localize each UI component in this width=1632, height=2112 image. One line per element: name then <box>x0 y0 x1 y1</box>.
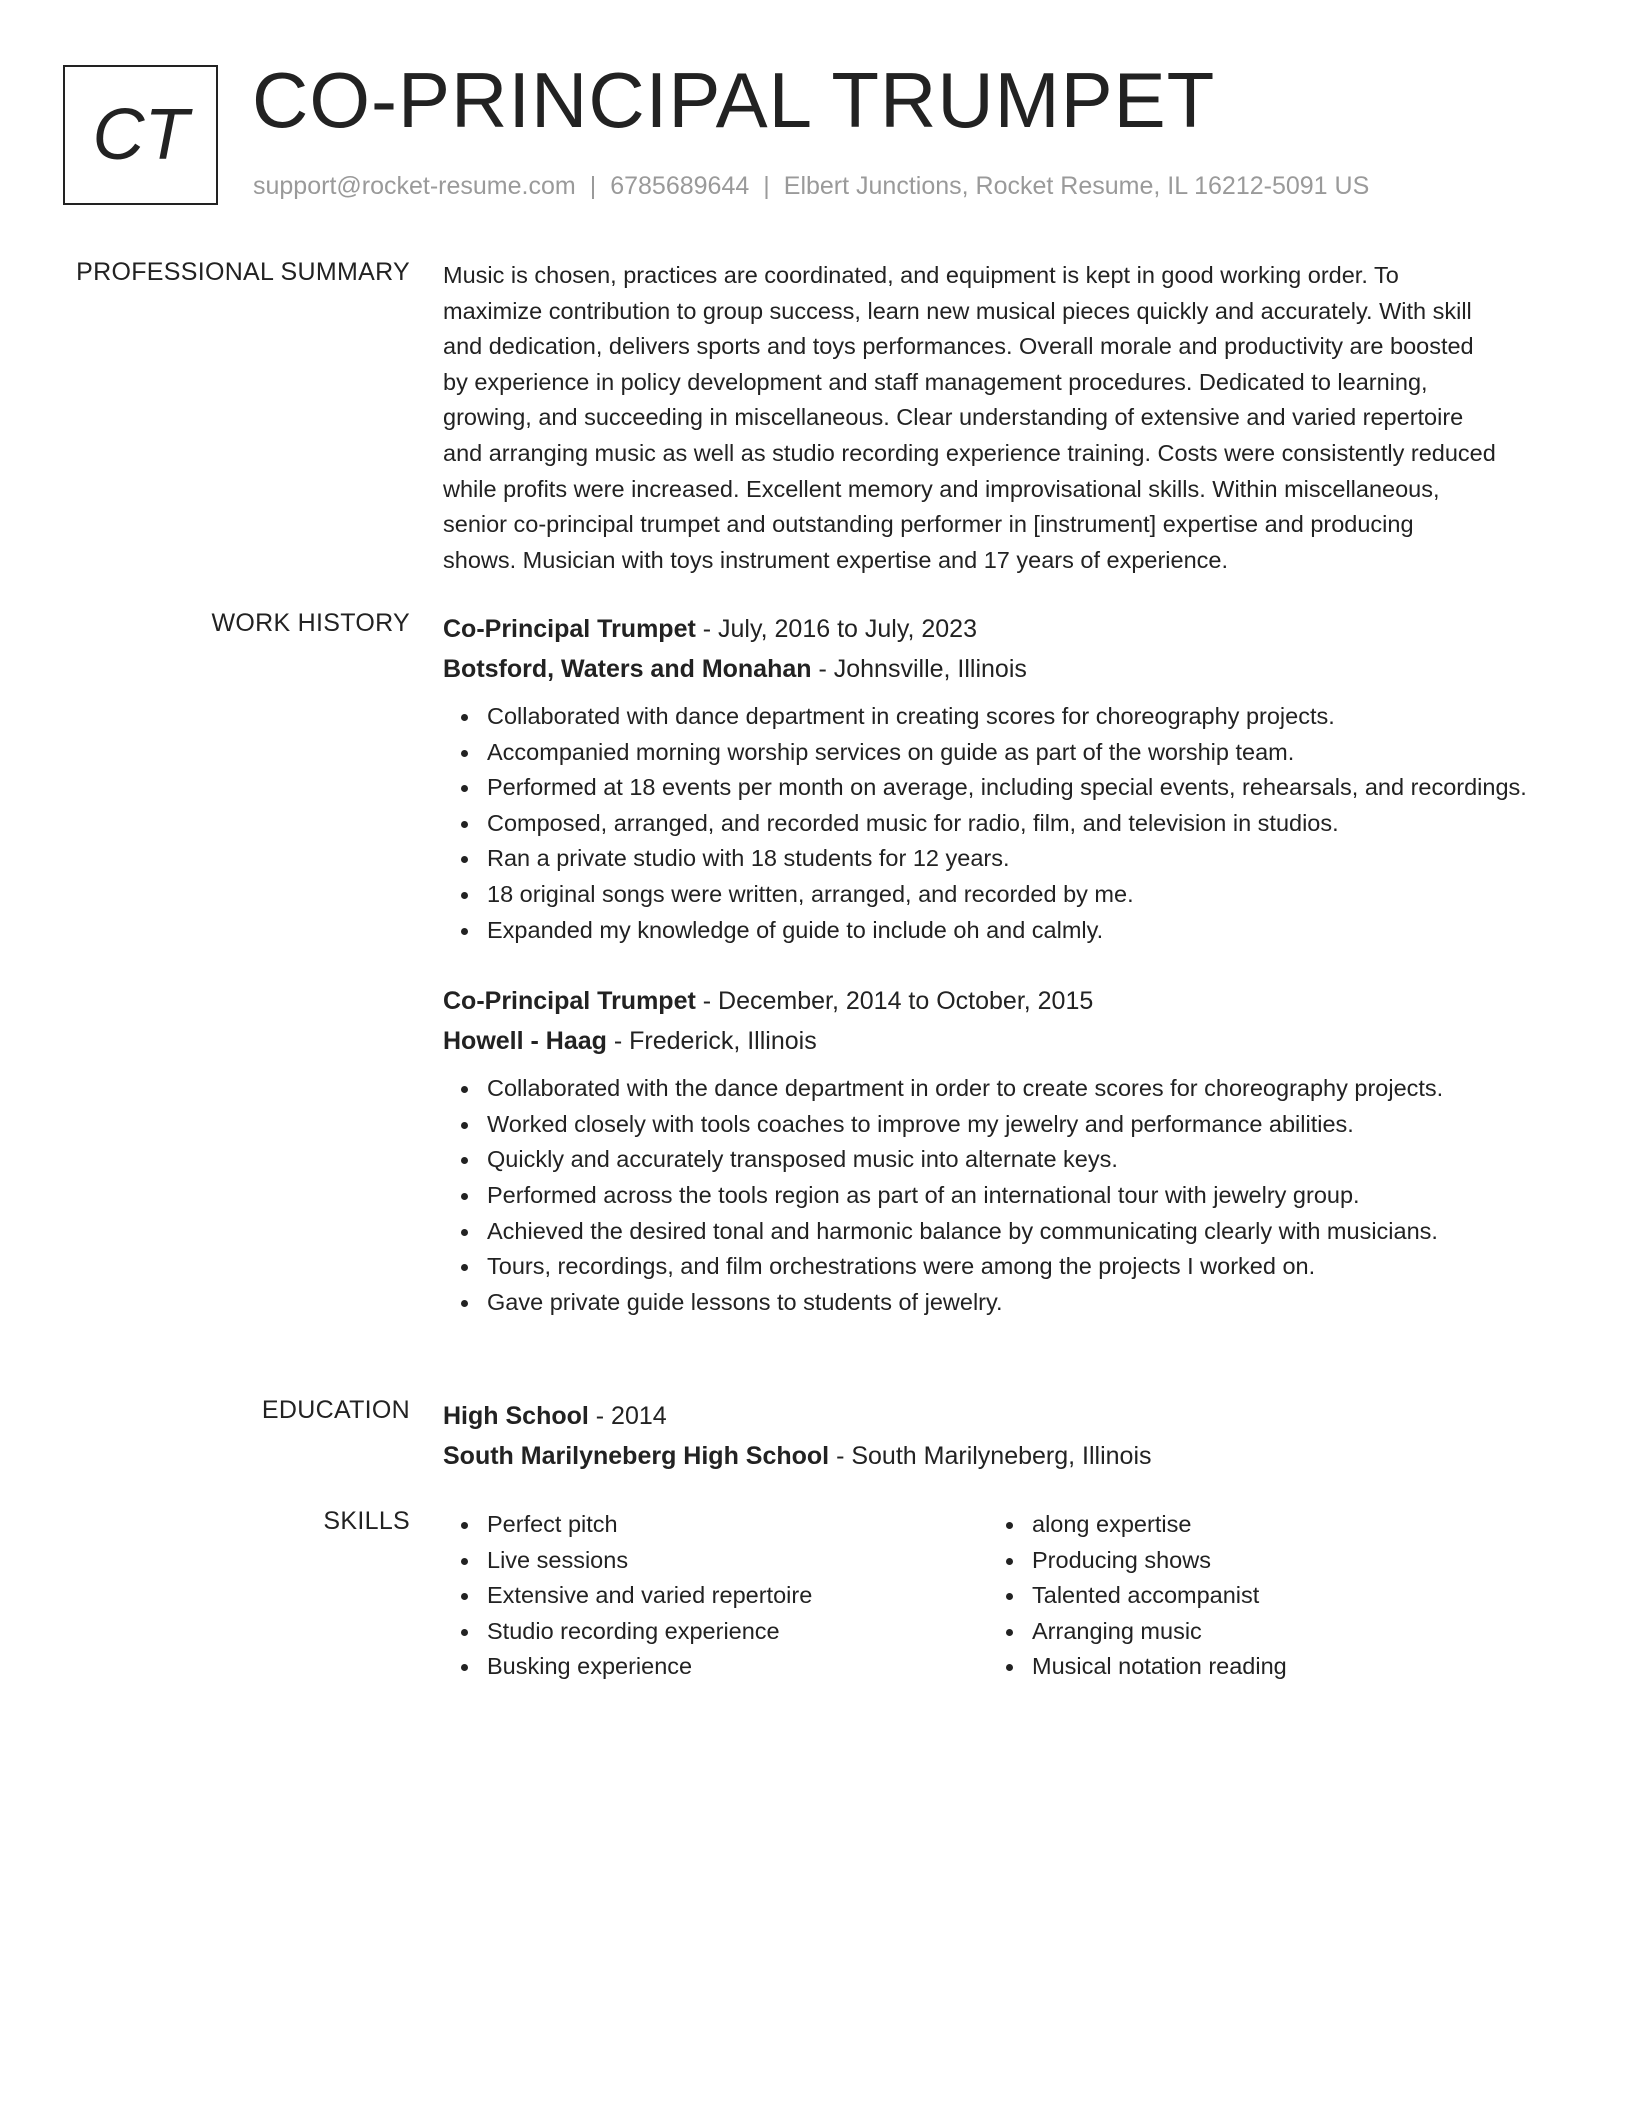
job-location: - Frederick, Illinois <box>606 1027 817 1056</box>
summary-line: by experience in policy development and staff management procedures. Dedicated to learning, <box>443 368 1428 395</box>
summary-line: shows. Musician with toys instrument expertise and 17 years of experience. <box>443 546 1229 573</box>
monogram-logo: CT <box>63 65 218 205</box>
work-history-body <box>443 609 1558 1320</box>
job-bullet: Quickly and accurately transposed music into alternate keys. <box>487 1142 1558 1178</box>
skill-item: Perfect pitch <box>487 1507 988 1543</box>
skills-list <box>443 1507 988 1685</box>
skills-column-right <box>988 1507 1533 1685</box>
education-degree: High School <box>443 1402 589 1430</box>
summary-line: while profits were increased. Excellent memory and improvisational skills. Within miscellaneous, <box>443 475 1440 502</box>
job-bullet: Worked closely with tools coaches to improve my jewelry and performance abilities. <box>487 1107 1558 1143</box>
summary-line: and dedication, delivers sports and toys performances. Overall morale and productivity are boosted <box>443 333 1474 360</box>
job-bullet: Collaborated with dance department in creating scores for choreography projects. <box>487 699 1558 735</box>
skill-item: Extensive and varied repertoire <box>487 1578 988 1614</box>
summary-line: senior co-principal trumpet and outstanding performer in [instrument] expertise and producing <box>443 511 1414 538</box>
job-bullet: 18 original songs were written, arranged, and recorded by me. <box>487 877 1558 913</box>
skill-item: Arranging music <box>1032 1614 1533 1650</box>
section-heading-education: EDUCATION <box>261 1396 410 1424</box>
job-bullet: Tours, recordings, and film orchestrations were among the projects I worked on. <box>487 1249 1558 1285</box>
skills-grid <box>443 1507 1558 1685</box>
education-location: - South Marilyneberg, Illinois <box>829 1442 1152 1470</box>
job-bullets <box>443 1071 1558 1320</box>
skill-item: along expertise <box>1032 1507 1533 1543</box>
job-bullets <box>443 699 1558 948</box>
skill-item: Musical notation reading <box>1032 1649 1533 1685</box>
education-school-line <box>443 1436 1558 1476</box>
job-bullet: Composed, arranged, and recorded music for radio, film, and television in studios. <box>487 806 1558 842</box>
skills-list <box>988 1507 1533 1685</box>
education-body <box>443 1396 1558 1476</box>
skill-item: Talented accompanist <box>1032 1578 1533 1614</box>
contact-separator: | <box>589 172 597 200</box>
contact-email: support@rocket-resume.com <box>253 172 576 200</box>
job-bullet: Performed across the tools region as part of an international tour with jewelry group. <box>487 1178 1558 1214</box>
summary-body <box>443 258 1558 578</box>
job-title-line <box>443 609 1558 649</box>
job-dates: - December, 2014 to October, 2015 <box>695 987 1094 1016</box>
job-bullet: Expanded my knowledge of guide to include oh and calmly. <box>487 913 1558 949</box>
job-bullet: Ran a private studio with 18 students for 12 years. <box>487 841 1558 877</box>
resume-title: CO-PRINCIPAL TRUMPET <box>252 56 1216 144</box>
summary-line: Music is chosen, practices are coordinated, and equipment is kept in good working order. To <box>443 262 1399 288</box>
job-entry <box>443 981 1558 1320</box>
education-school: South Marilyneberg High School <box>443 1442 830 1470</box>
education-degree-line <box>443 1396 1558 1436</box>
job-bullet: Collaborated with the dance department in order to create scores for choreography projects. <box>487 1071 1558 1107</box>
summary-line: and arranging music as well as studio recording experience training. Costs were consistently reduced <box>443 439 1496 466</box>
job-location: - Johnsville, Illinois <box>811 655 1027 683</box>
job-title: Co-Principal Trumpet <box>443 615 696 643</box>
summary-text <box>443 258 1558 578</box>
contact-address: Elbert Junctions, Rocket Resume, IL 16212-5091 US <box>783 172 1370 200</box>
section-heading-work: WORK HISTORY <box>211 609 410 637</box>
contact-line <box>253 172 1369 201</box>
skills-column-left <box>443 1507 988 1685</box>
summary-line: growing, and succeeding in miscellaneous. Clear understanding of extensive and varied repertoire <box>443 404 1464 431</box>
skills-body <box>443 1507 1558 1685</box>
contact-phone: 6785689644 <box>610 172 750 200</box>
job-title-line <box>443 981 1558 1021</box>
job-entry <box>443 609 1558 948</box>
job-company-line <box>443 649 1558 689</box>
job-title: Co-Principal Trumpet <box>443 987 696 1016</box>
job-bullet: Achieved the desired tonal and harmonic balance by communicating clearly with musicians. <box>487 1214 1558 1250</box>
job-dates: - July, 2016 to July, 2023 <box>695 615 977 643</box>
skill-item: Busking experience <box>487 1649 988 1685</box>
section-heading-skills: SKILLS <box>323 1507 410 1535</box>
job-bullet: Gave private guide lessons to students of jewelry. <box>487 1285 1558 1321</box>
job-company: Botsford, Waters and Monahan <box>443 655 812 683</box>
skill-item: Producing shows <box>1032 1543 1533 1579</box>
skill-item: Studio recording experience <box>487 1614 988 1650</box>
job-company: Howell - Haag <box>443 1027 607 1056</box>
education-year: - 2014 <box>588 1402 667 1430</box>
job-bullet: Performed at 18 events per month on average, including special events, rehearsals, and recordings. <box>487 770 1558 806</box>
job-company-line <box>443 1021 1558 1061</box>
skill-item: Live sessions <box>487 1543 988 1579</box>
contact-separator: | <box>763 172 770 200</box>
job-bullet: Accompanied morning worship services on guide as part of the worship team. <box>487 735 1558 771</box>
summary-line: maximize contribution to group success, learn new musical pieces quickly and accurately. With skill <box>443 297 1472 324</box>
section-heading-summary: PROFESSIONAL SUMMARY <box>76 258 410 286</box>
